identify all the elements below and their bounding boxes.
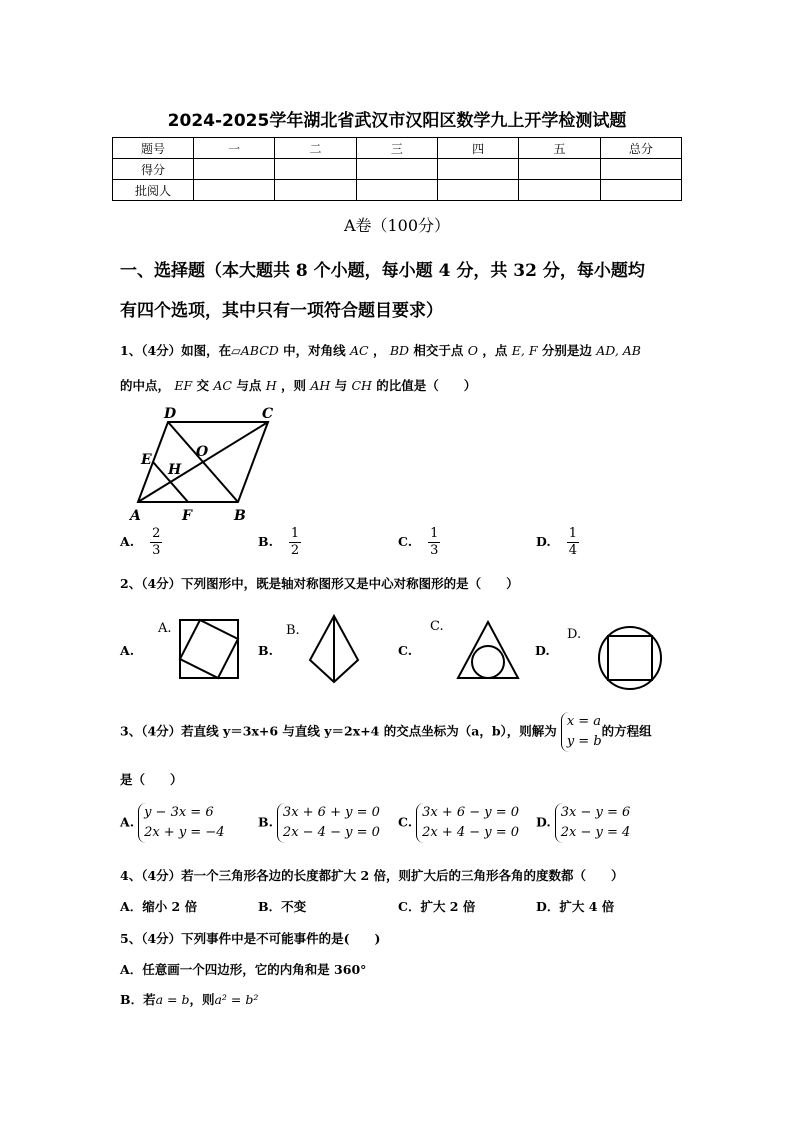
score-input-cell <box>519 180 600 201</box>
q2-option-a-label[interactable]: A. <box>120 643 135 658</box>
q4-option-c[interactable]: C．扩大 2 倍 <box>398 899 476 914</box>
equation: 2x + 4 − y = 0 <box>422 825 520 840</box>
q3-stem <box>120 712 652 752</box>
q1-text: 分别是边 <box>537 343 597 358</box>
score-input-cell <box>356 180 437 201</box>
q4-option-d[interactable]: D．扩大 4 倍 <box>536 899 615 914</box>
score-input-cell <box>194 180 275 201</box>
q3-text: 的方程组 <box>601 723 652 739</box>
q1-text: 与点 <box>231 378 266 393</box>
figure-label-O: O <box>196 444 209 460</box>
q3-option-d[interactable] <box>536 803 630 843</box>
exam-title: 2024-2025学年湖北省武汉市汉阳区数学九上开学检测试题 <box>167 111 627 131</box>
q5-option-a[interactable]: A．任意画一个四边形，它的内角和是 360° <box>120 962 367 977</box>
equation: y − 3x = 6 <box>144 805 214 820</box>
option-label: C. <box>398 534 413 549</box>
figure-caption: A. <box>158 621 172 636</box>
score-input-cell <box>194 159 275 180</box>
q5-option-b[interactable] <box>120 990 258 1008</box>
score-table-row <box>113 159 682 180</box>
q3-solution-system <box>561 712 602 752</box>
fraction-numerator: 2 <box>152 526 161 541</box>
q1-math: O <box>467 343 479 358</box>
equation-system <box>555 803 631 843</box>
q1-text: 1、（4分）如图，在 <box>120 343 232 358</box>
option-math: a = b <box>155 992 190 1007</box>
option-fraction <box>428 526 440 559</box>
fraction-denominator: 3 <box>152 543 161 558</box>
option-fraction <box>567 526 579 559</box>
score-input-cell <box>437 159 518 180</box>
q1-math: ▱ABCD <box>231 343 279 358</box>
q1-math: H <box>265 378 277 393</box>
figure-label-D: D <box>164 406 177 422</box>
q1-parallelogram-figure <box>128 402 288 524</box>
option-label: B. <box>258 534 273 549</box>
q1-text: ，点 <box>478 343 512 358</box>
score-table-cell: 题号 <box>113 138 194 159</box>
q1-text: 相交于点 <box>409 343 468 358</box>
score-table-cell: 二 <box>275 138 356 159</box>
q1-text: 的中点， <box>120 378 175 393</box>
score-input-cell <box>275 180 356 201</box>
circle-with-square-figure <box>563 618 673 693</box>
q3-option-c[interactable] <box>398 803 519 843</box>
q4-option-a[interactable]: A．缩小 2 倍 <box>120 899 198 914</box>
score-table-cell: 得分 <box>113 159 194 180</box>
equation: 3x + 6 + y = 0 <box>282 805 380 820</box>
score-table-cell: 批阅人 <box>113 180 194 201</box>
fraction-denominator: 2 <box>290 543 300 558</box>
fraction-numerator: 1 <box>430 526 439 541</box>
score-table-cell: 五 <box>519 138 600 159</box>
q1-math: EF <box>174 378 193 393</box>
equation: 2x − y = 4 <box>560 825 631 840</box>
equation: 3x − y = 6 <box>560 805 631 820</box>
q1-text: ， <box>368 343 390 358</box>
fraction-denominator: 4 <box>568 543 578 558</box>
square-in-square-figure <box>150 612 250 687</box>
q2-stem: 2、（4分）下列图形中，既是轴对称图形又是中心对称图形的是（ ） <box>120 576 519 591</box>
figure-label-A: A <box>130 508 141 524</box>
option-text: ，则 <box>189 992 215 1007</box>
figure-caption: C. <box>430 619 444 634</box>
kite-figure <box>282 612 372 687</box>
equation: 2x − 4 − y = 0 <box>282 825 380 840</box>
option-label: D. <box>536 814 551 830</box>
q1-math: AC <box>213 378 232 393</box>
q4-option-b[interactable]: B．不变 <box>258 899 307 914</box>
score-table-header-row <box>113 138 682 159</box>
score-input-cell <box>600 180 681 201</box>
score-input-cell <box>519 159 600 180</box>
option-label: A. <box>120 534 135 549</box>
q1-math: AH <box>310 378 331 393</box>
option-fraction <box>289 526 301 559</box>
q1-math: AD, AB <box>596 343 641 358</box>
score-input-cell <box>356 159 437 180</box>
score-input-cell <box>275 159 356 180</box>
option-label: C. <box>398 814 413 830</box>
score-table-cell: 一 <box>194 138 275 159</box>
equation: y = b <box>566 734 602 749</box>
q1-stem-line1 <box>120 341 641 359</box>
q1-math: BD <box>389 343 410 358</box>
q1-option-c[interactable] <box>398 526 440 559</box>
fraction-numerator: 1 <box>568 526 578 541</box>
q1-option-b[interactable] <box>258 526 301 559</box>
q1-option-a[interactable] <box>120 526 162 559</box>
equation-system <box>138 803 224 843</box>
option-text: B．若 <box>120 992 156 1007</box>
score-input-cell <box>437 180 518 201</box>
q4-stem: 4、（4分）若一个三角形各边的长度都扩大 2 倍，则扩大后的三角形各角的度数都（ ） <box>120 868 624 883</box>
option-label: A. <box>120 814 135 830</box>
option-label: B. <box>258 814 273 830</box>
q3-option-b[interactable] <box>258 803 380 843</box>
q1-option-d[interactable] <box>536 526 579 559</box>
figure-label-E: E <box>141 452 152 468</box>
section-a-heading: A卷（100分） <box>343 216 451 235</box>
score-table-row <box>113 180 682 201</box>
q5-stem: 5、（4分）下列事件中是不可能事件的是( ) <box>120 931 381 946</box>
q2-option-b-label[interactable]: B. <box>258 643 273 658</box>
q1-math: CH <box>351 378 372 393</box>
q1-text: ，则 <box>276 378 311 393</box>
q1-math: E, F <box>511 343 538 358</box>
q1-text: 与 <box>330 378 352 393</box>
q3-option-a[interactable] <box>120 803 225 843</box>
option-math: a² = b² <box>214 992 259 1007</box>
section1-heading-line1: 一、选择题（本大题共 8 个小题，每小题 4 分，共 32 分，每小题均 <box>120 261 645 281</box>
equation: 2x + y = −4 <box>144 825 225 840</box>
score-table-cell: 四 <box>437 138 518 159</box>
figure-label-F: F <box>182 508 192 524</box>
score-input-cell <box>600 159 681 180</box>
option-label: D. <box>536 534 551 549</box>
section1-heading-line2: 有四个选项，其中只有一项符合题目要求） <box>120 301 443 321</box>
triangle-with-circle-figure <box>424 612 524 687</box>
q1-math: AC <box>350 343 369 358</box>
q1-text: 中，对角线 <box>278 343 351 358</box>
q1-text: 交 <box>192 378 214 393</box>
q1-text: 的比值是（ ） <box>371 378 477 393</box>
q3-text: 3、（4分）若直线 y＝3x+6 与直线 y＝2x+4 的交点坐标为（a，b），则解为 <box>120 723 557 739</box>
q3-stem-line2: 是（ ） <box>120 772 183 787</box>
score-table-cell: 总分 <box>600 138 681 159</box>
figure-label-H: H <box>168 462 182 478</box>
figure-caption: D. <box>567 627 582 642</box>
score-table <box>112 137 682 201</box>
equation: 3x + 6 − y = 0 <box>422 805 520 820</box>
fraction-numerator: 1 <box>290 526 300 541</box>
fraction-denominator: 3 <box>430 543 439 558</box>
figure-label-B: B <box>234 508 246 524</box>
option-fraction <box>150 526 162 559</box>
figure-caption: B. <box>286 623 300 638</box>
q2-option-c-label[interactable]: C. <box>398 643 413 658</box>
figure-label-C: C <box>262 406 274 422</box>
equation-system <box>416 803 519 843</box>
equation-system <box>277 803 380 843</box>
equation: x = a <box>566 714 602 729</box>
score-table-cell: 三 <box>356 138 437 159</box>
q2-option-d-label[interactable]: D. <box>535 643 550 658</box>
q1-stem-line2 <box>120 376 476 394</box>
